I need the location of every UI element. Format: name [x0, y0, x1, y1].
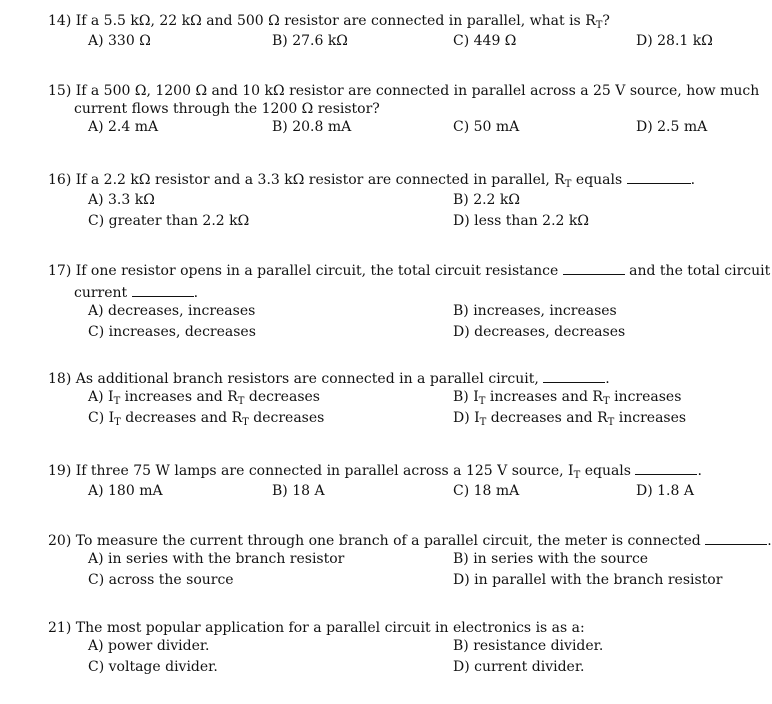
option-a: A) power divider. [88, 638, 210, 654]
option-c: C) increases, decreases [88, 324, 256, 340]
option-a: A) in series with the branch resistor [88, 551, 345, 567]
question-17: 17) If one resistor opens in a parallel circuit, the total circuit resistance and the total circuit current . A) decreases, increases B) increases, increases C) increases, decreases D) decreases, decreases [48, 263, 771, 340]
option-d: D) less than 2.2 kΩ [453, 213, 589, 229]
option-b: B) resistance divider. [453, 638, 604, 654]
option-d: D) 28.1 kΩ [636, 33, 713, 49]
question-stem: 14) If a 5.5 kΩ, 22 kΩ and 500 Ω resistor are connected in parallel, what is $R_T$? [48, 13, 610, 31]
option-b: B) 18 A [272, 483, 325, 499]
question-stem-continued: current flows through the 1200 Ω resistor? [74, 101, 380, 117]
question-18: 18) As additional branch resistors are connected in a parallel circuit, . A) $I_T$ increases and $R_T$ decreases B) $I_T$ increases and $R_T$ increases C) $I_T$ decreases and $R_T$ decreases D) $I_T$ decreases and $R_T$ increases [48, 371, 687, 428]
option-b: B) 20.8 mA [272, 119, 352, 135]
answer-blank [627, 170, 691, 184]
question-16: 16) If a 2.2 kΩ resistor and a 3.3 kΩ resistor are connected in parallel, $R_T$ equals . A) 3.3 kΩ B) 2.2 kΩ C) greater than 2.2 kΩ D) less than 2.2 kΩ [48, 172, 696, 229]
option-c: C) 18 mA [453, 483, 520, 499]
question-stem-continued: current [74, 285, 128, 301]
option-b: B) in series with the source [453, 551, 649, 567]
option-d: D) in parallel with the branch resistor [453, 572, 723, 588]
option-c: C) across the source [88, 572, 234, 588]
question-stem: 16) If a 2.2 kΩ resistor and a 3.3 kΩ resistor are connected in parallel, $R_T$ equals [48, 172, 623, 190]
option-b: B) 2.2 kΩ [453, 192, 521, 208]
answer-blank [543, 369, 605, 383]
question-21 [48, 619, 748, 679]
option-a: A) 330 Ω [88, 33, 151, 49]
question-stem: 19) If three 75 W lamps are connected in parallel across a 125 V source, $I_T$ equals [48, 463, 631, 481]
option-c: C) 50 mA [453, 119, 520, 135]
question-stem: 20) To measure the current through one branch of a parallel circuit, the meter is connected [48, 533, 701, 549]
option-d: D) current divider. [453, 659, 585, 675]
question-stem: 21) The most popular application for a parallel circuit in electronics is as a: [48, 620, 585, 636]
question-stem-tail: and the total circuit [629, 263, 771, 279]
question-20: 20) To measure the current through one branch of a parallel circuit, the meter is connected . A) in series with the branch resistor B) in series with the source C) across the source D) in parallel with the branch resistor [48, 533, 772, 588]
question-stem: 15) If a 500 Ω, 1200 Ω and 10 kΩ resistor are connected in parallel across a 25 V source, how much [48, 83, 760, 99]
answer-blank [635, 461, 697, 475]
option-a: A) 3.3 kΩ [88, 192, 155, 208]
option-c: C) greater than 2.2 kΩ [88, 213, 250, 229]
option-c: C) voltage divider. [88, 659, 218, 675]
option-d: D) 1.8 A [636, 483, 694, 499]
option-c: C) 449 Ω [453, 33, 517, 49]
question-15 [48, 82, 760, 139]
question-stem: 17) If one resistor opens in a parallel circuit, the total circuit resistance [48, 263, 559, 279]
question-14 [48, 12, 748, 53]
option-d: D) $I_T$ decreases and $R_T$ increases [453, 410, 687, 428]
option-b: B) $I_T$ increases and $R_T$ increases [453, 389, 682, 407]
option-a: A) 2.4 mA [88, 119, 159, 135]
question-19: 19) If three 75 W lamps are connected in parallel across a 125 V source, $I_T$ equals . A) 180 mA B) 18 A C) 18 mA D) 1.8 A [48, 463, 702, 499]
answer-blank [705, 531, 767, 545]
option-b: B) increases, increases [453, 303, 617, 319]
option-a: A) 180 mA [88, 483, 163, 499]
option-c: C) $I_T$ decreases and $R_T$ decreases [88, 410, 325, 428]
answer-blank [563, 261, 625, 275]
option-d: D) decreases, decreases [453, 324, 626, 340]
answer-blank [132, 283, 194, 297]
option-a: A) $I_T$ increases and $R_T$ decreases [88, 389, 320, 407]
option-d: D) 2.5 mA [636, 119, 708, 135]
option-b: B) 27.6 kΩ [272, 33, 348, 49]
question-stem: 18) As additional branch resistors are connected in a parallel circuit, [48, 371, 539, 387]
option-a: A) decreases, increases [88, 303, 256, 319]
